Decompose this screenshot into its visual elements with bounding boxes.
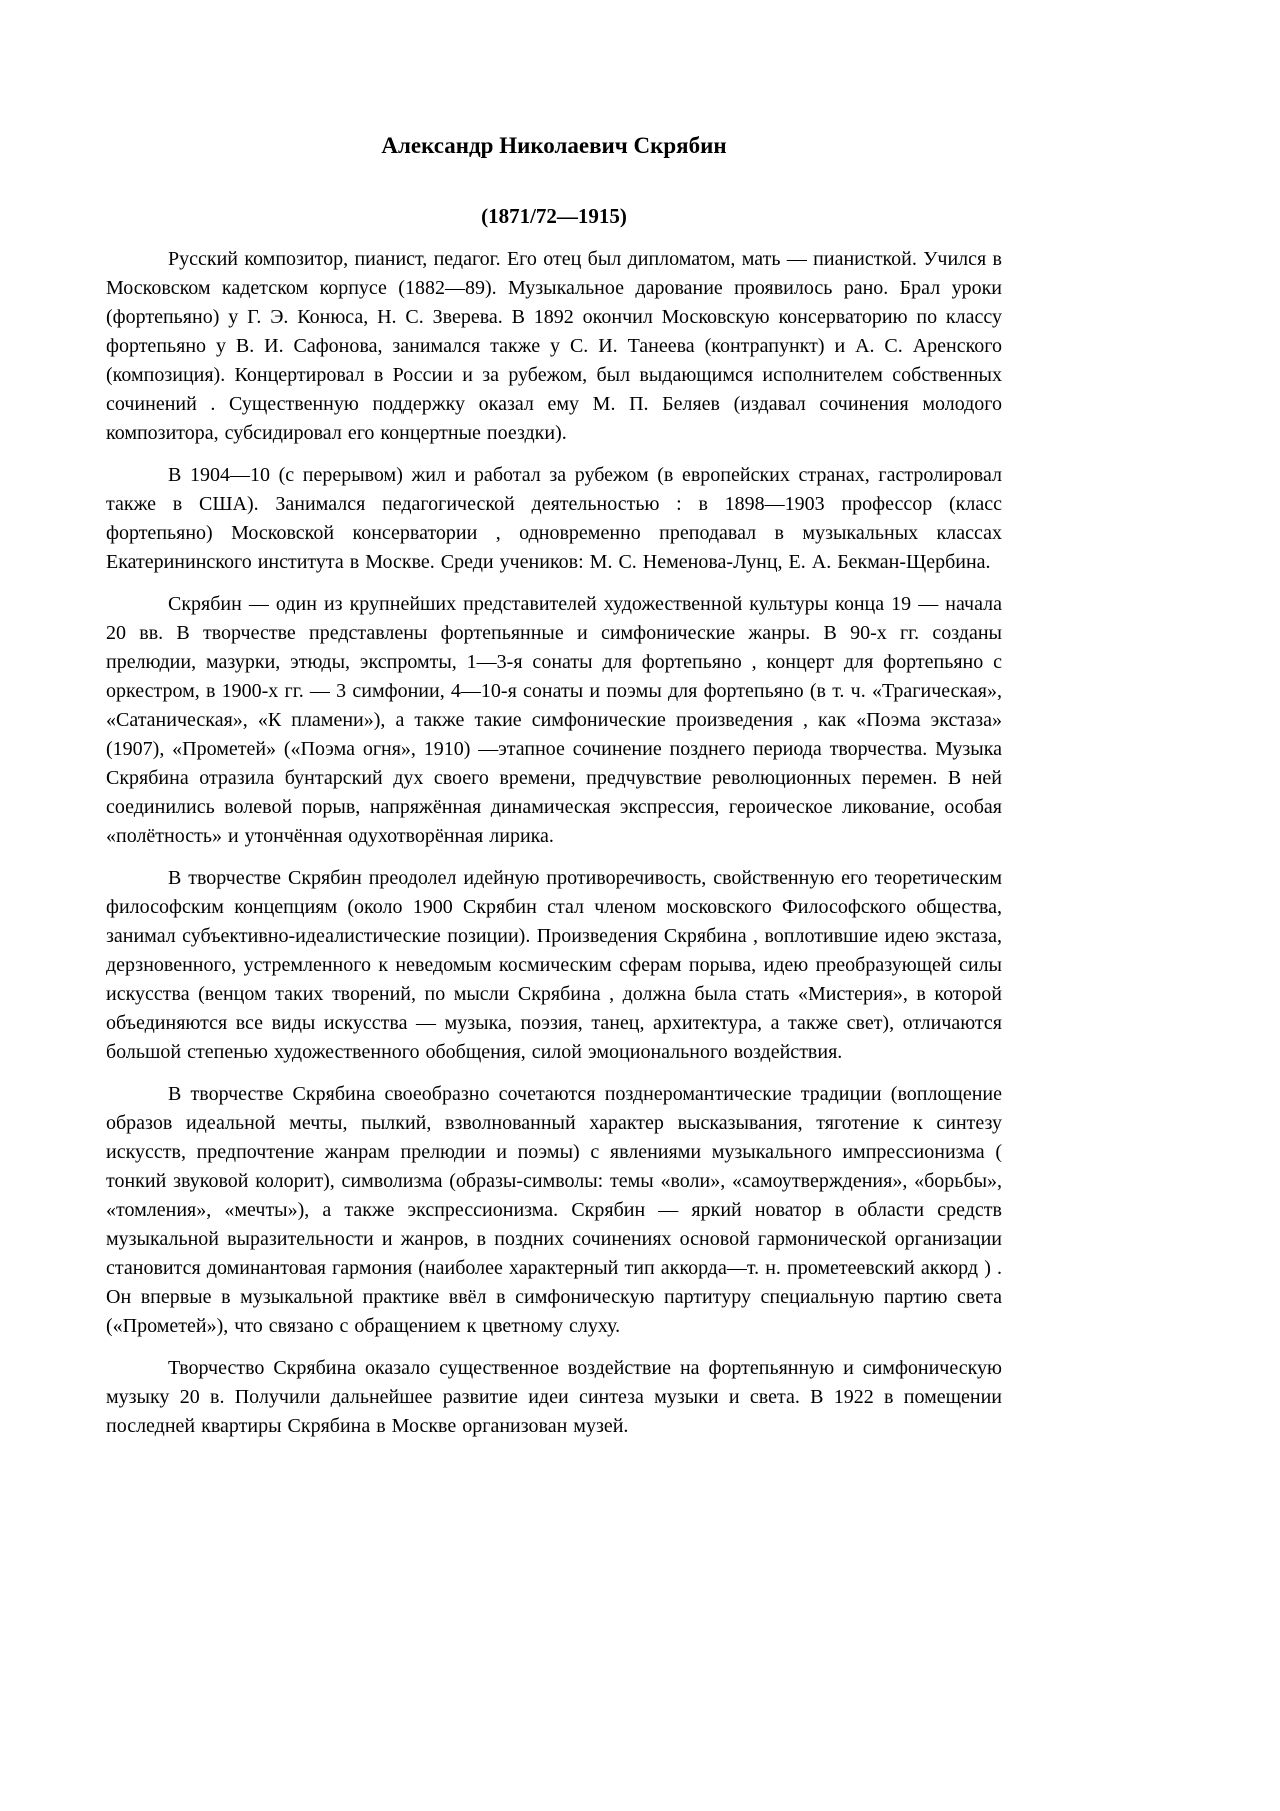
paragraph-legacy: Творчество Скрябина оказало существенное воздействие на фортепьянную и симфоническую музыку 20 в. Получили дальнейшее развитие идеи синтеза музыки и света. В 1922 в помещении последней квартиры Скрябина в Москве организован музей.: [106, 1356, 1002, 1437]
paragraph-works-overview: Скрябин — один из крупнейших представителей художественной культуры конца 19 — начала 20 вв. В творчестве представлены фортепьянные и симфонические жанры. В 90-х гг. созданы прелюдии, мазурки, этюды, экспромты, 1—3-я сонаты для фортепьяно , концерт для фортепьяно с оркестром, в 1900-х гг. — 3 симфонии, 4—10-я сонаты и поэмы для фортепьяно (в т. ч. «Трагическая», «Сатаническая», «К пламени»), а также такие симфонические произведения , как «Поэма экстаза» (1907), «Прометей» («Поэма огня», 1910) —этапное сочинение позднего периода творчества. Музыка Скрябина отразила бунтарский дух своего времени, предчувствие революционных перемен. В ней соединились волевой порыв, напряжённая динамическая экспрессия, героическое ликование, особая «полётность» и утончённая одухотворённая лирика.: [106, 592, 1002, 847]
paragraph-biography-early: Русский композитор, пианист, педагог. Его отец был дипломатом, мать — пианисткой. Учился в Московском кадетском корпусе (1882—89). Музыкальное дарование проявилось рано. Брал уроки (фортепьяно) у Г. Э. Конюса, Н. С. Зверева. В 1892 окончил Московскую консерваторию по классу фортепьяно у В. И. Сафонова, занимался также у С. И. Танеева (контрапункт) и А. С. Аренского (композиция). Концертировал в России и за рубежом, был выдающимся исполнителем собственных сочинений . Существенную поддержку оказал ему М. П. Беляев (издавал сочинения молодого композитора, субсидировал его концертные поездки).: [106, 247, 1002, 444]
paragraph-philosophy: В творчестве Скрябин преодолел идейную противоречивость, свойственную его теоретическим философским концепциям (около 1900 Скрябин стал членом московского Философского общества, занимал субъективно-идеалистические позиции). Произведения Скрябина , воплотившие идею экстаза, дерзновенного, устремленного к неведомым космическим сферам порыва, идею преобразующей силы искусства (венцом таких творений, по мысли Скрябина , должна была стать «Мистерия», в которой объединяются все виды искусства — музыка, поэзия, танец, архитектура, а также свет), отличаются большой степенью художественного обобщения, силой эмоционального воздействия.: [106, 866, 1002, 1063]
document-title: Александр Николаевич Скрябин: [381, 133, 727, 158]
paragraph-career-abroad: В 1904—10 (с перерывом) жил и работал за рубежом (в европейских странах, гастролировал также в США). Занимался педагогической деятельностью : в 1898—1903 профессор (класс фортепьяно) Московской консерватории , одновременно преподавал в музыкальных классах Екатерининского института в Москве. Среди учеников: М. С. Неменова-Лунц, Е. А. Бекман-Щербина.: [106, 463, 1002, 573]
document-subtitle: (1871/72—1915): [481, 203, 627, 228]
paragraph-style-traditions: В творчестве Скрябина своеобразно сочетаются позднеромантические традиции (воплощение образов идеальной мечты, пылкий, взволнованный характер высказывания, тяготение к синтезу искусств, предпочтение жанрам прелюдии и поэмы) с явлениями музыкального импрессионизма ( тонкий звуковой колорит), символизма (образы-символы: темы «воли», «самоутверждения», «борьбы», «томления», «мечты»), а также экспрессионизма. Скрябин — яркий новатор в области средств музыкальной выразительности и жанров, в поздних сочинениях основой гармонической организации становится доминантовая гармония (наиболее характерный тип аккорда—т. н. прометеевский аккорд ) . Он впервые в музыкальной практике ввёл в симфоническую партитуру специальную партию света («Прометей»), что связано с обращением к цветному слуху.: [106, 1082, 1002, 1337]
